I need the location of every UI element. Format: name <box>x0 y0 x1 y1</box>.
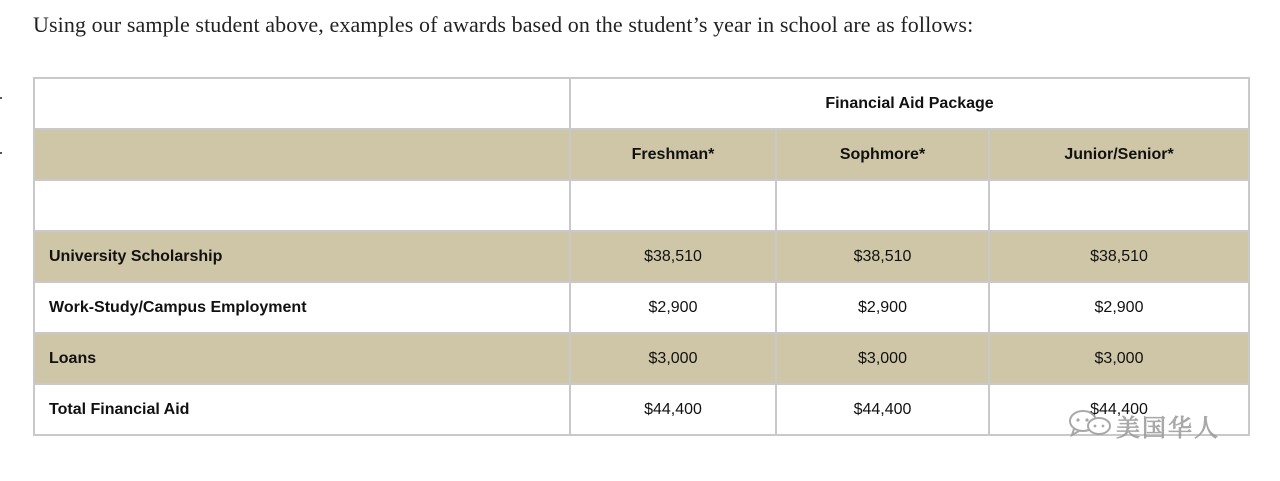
column-header-row <box>34 129 1249 180</box>
column-header-junior-senior: Junior/Senior* <box>989 129 1249 180</box>
cell-value: $3,000 <box>989 333 1249 384</box>
row-label: Total Financial Aid <box>34 384 570 435</box>
column-header-sophomore: Sophmore* <box>776 129 989 180</box>
cell-value: $3,000 <box>570 333 776 384</box>
row-label: Work-Study/Campus Employment <box>34 282 570 333</box>
table-row <box>34 384 1249 435</box>
empty-cell <box>34 129 570 180</box>
table-header-row <box>34 78 1249 129</box>
watermark-text: 美国华人 <box>1116 414 1220 442</box>
table-row <box>34 282 1249 333</box>
chat-bubbles-icon <box>1068 408 1112 443</box>
watermark <box>1068 408 1220 443</box>
margin-mark <box>0 152 2 154</box>
financial-aid-table <box>33 77 1250 436</box>
empty-cell <box>776 180 989 231</box>
table-row <box>34 231 1249 282</box>
spacer-row <box>34 180 1249 231</box>
cell-value: $44,400 <box>570 384 776 435</box>
cell-value: $44,400 <box>776 384 989 435</box>
column-header-freshman: Freshman* <box>570 129 776 180</box>
package-header: Financial Aid Package <box>570 78 1249 129</box>
empty-cell <box>34 78 570 129</box>
row-label: University Scholarship <box>34 231 570 282</box>
empty-cell <box>34 180 570 231</box>
cell-value: $38,510 <box>776 231 989 282</box>
cell-value: $2,900 <box>570 282 776 333</box>
row-label: Loans <box>34 333 570 384</box>
margin-mark <box>0 97 2 99</box>
table-row <box>34 333 1249 384</box>
intro-text: Using our sample student above, examples of awards based on the student’s year in school are as follows: <box>33 12 974 37</box>
empty-cell <box>570 180 776 231</box>
cell-value: $38,510 <box>989 231 1249 282</box>
empty-cell <box>989 180 1249 231</box>
cell-value: $2,900 <box>989 282 1249 333</box>
cell-value: $38,510 <box>570 231 776 282</box>
cell-value: $44,400 <box>989 384 1249 435</box>
cell-value: $3,000 <box>776 333 989 384</box>
cell-value: $2,900 <box>776 282 989 333</box>
